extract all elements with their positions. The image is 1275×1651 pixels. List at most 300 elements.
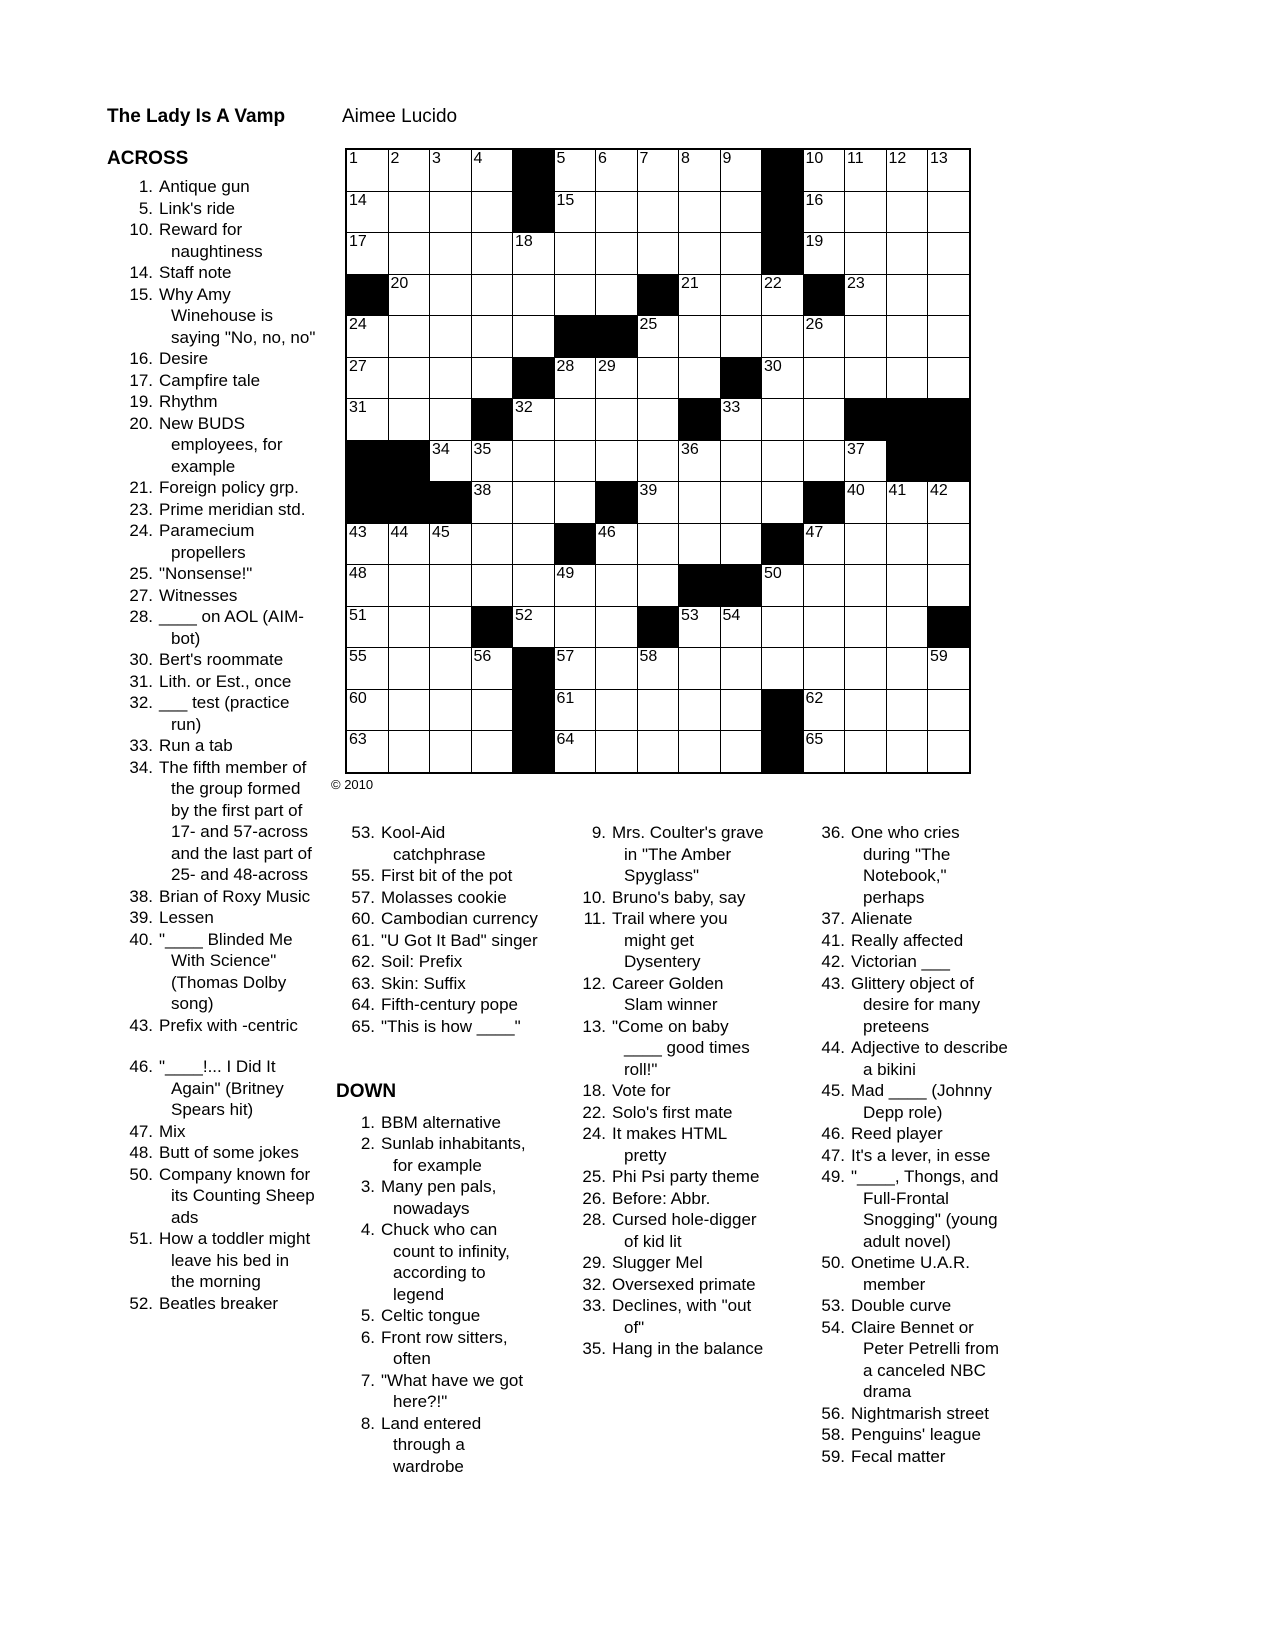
grid-cell[interactable]: [347, 565, 388, 606]
grid-cell[interactable]: [472, 690, 513, 731]
clue-number: 38.: [129, 886, 153, 906]
grid-cell[interactable]: [555, 607, 596, 648]
copyright: © 2010: [331, 777, 374, 792]
grid-cell[interactable]: [638, 648, 679, 689]
clue-down-13: [571, 1016, 766, 1081]
clue-down-58: [810, 1424, 1010, 1446]
grid-cell[interactable]: [596, 690, 637, 731]
clue-number: 52.: [129, 1293, 153, 1313]
grid-cell[interactable]: [638, 565, 679, 606]
grid-cell[interactable]: [845, 565, 886, 606]
grid-cell[interactable]: [430, 399, 471, 440]
clue-number: 60.: [351, 909, 375, 928]
clue-text: Claire Bennet or Peter Petrelli from a canceled NBC drama: [851, 1317, 1000, 1401]
grid-cell[interactable]: [347, 192, 388, 233]
grid-cell[interactable]: [762, 482, 803, 523]
grid-cell[interactable]: [638, 399, 679, 440]
grid-cell[interactable]: [472, 441, 513, 482]
grid-cell[interactable]: [596, 275, 637, 316]
grid-cell[interactable]: [347, 358, 388, 399]
grid-cell[interactable]: [721, 524, 762, 565]
grid-cell[interactable]: [679, 607, 720, 648]
grid-cell-number: 44: [390, 523, 409, 541]
grid-cell[interactable]: [845, 275, 886, 316]
grid-cell[interactable]: [638, 690, 679, 731]
grid-cell[interactable]: [596, 607, 637, 648]
grid-cell-black: [762, 731, 803, 772]
grid-cell[interactable]: [347, 690, 388, 731]
grid-cell-number: 45: [432, 523, 450, 541]
grid-cell-number: 37: [847, 440, 865, 458]
clue-text: BBM alternative: [381, 1112, 501, 1132]
grid-cell[interactable]: [430, 316, 471, 357]
grid-cell-number: 64: [556, 731, 575, 748]
grid-cell[interactable]: [596, 731, 637, 772]
grid-cell-black: [513, 648, 554, 689]
clue-text: Fifth-century pope: [381, 995, 519, 1014]
grid-cell[interactable]: [555, 192, 596, 233]
grid-cell-number: 29: [598, 357, 616, 375]
grid-cell[interactable]: [928, 358, 969, 399]
clue-across-30: [107, 649, 317, 671]
clue-number: 2.: [360, 1134, 375, 1153]
grid-cell[interactable]: [679, 233, 720, 274]
grid-cell-black: [430, 482, 471, 523]
grid-cell[interactable]: [555, 482, 596, 523]
clue-across-55: [340, 865, 540, 887]
grid-cell[interactable]: [762, 275, 803, 316]
grid-cell[interactable]: [762, 607, 803, 648]
grid-cell[interactable]: [679, 316, 720, 357]
grid-cell[interactable]: [887, 150, 928, 191]
grid-cell[interactable]: [430, 690, 471, 731]
grid-cell[interactable]: [804, 524, 845, 565]
clue-number: 54.: [821, 1317, 845, 1337]
grid-cell[interactable]: [638, 358, 679, 399]
clue-down-24: [571, 1123, 766, 1166]
clue-down-9: [571, 822, 766, 887]
clue-text: Trail where you might get Dysentery: [612, 909, 728, 971]
grid-cell-black: [721, 358, 762, 399]
grid-cell[interactable]: [679, 648, 720, 689]
grid-cell[interactable]: [472, 275, 513, 316]
grid-cell-number: 4: [473, 150, 483, 167]
clue-number: 28.: [582, 1210, 606, 1229]
grid-cell[interactable]: [513, 275, 554, 316]
clue-number: 47.: [821, 1145, 845, 1165]
grid-cell[interactable]: [928, 524, 969, 565]
grid-cell[interactable]: [389, 275, 430, 316]
clue-down-41: [810, 930, 1010, 952]
clue-text: Prefix with -centric: [159, 1015, 298, 1035]
grid-cell[interactable]: [596, 150, 637, 191]
clue-down-56: [810, 1403, 1010, 1425]
clue-number: 4.: [360, 1220, 375, 1239]
grid-cell[interactable]: [762, 441, 803, 482]
grid-cell[interactable]: [721, 275, 762, 316]
grid-cell[interactable]: [804, 648, 845, 689]
grid-cell[interactable]: [845, 233, 886, 274]
grid-cell[interactable]: [887, 690, 928, 731]
grid-cell[interactable]: [513, 524, 554, 565]
grid-cell[interactable]: [887, 192, 928, 233]
clue-text: Why Amy Winehouse is saying "No, no, no": [159, 284, 316, 347]
clue-number: 47.: [129, 1121, 153, 1141]
grid-cell[interactable]: [638, 233, 679, 274]
grid-cell[interactable]: [472, 482, 513, 523]
grid-cell[interactable]: [472, 524, 513, 565]
grid-cell[interactable]: [804, 607, 845, 648]
grid-cell-number: 60: [349, 689, 367, 707]
grid-cell[interactable]: [389, 399, 430, 440]
grid-cell[interactable]: [555, 275, 596, 316]
grid-cell-number: 65: [805, 731, 824, 748]
grid-cell[interactable]: [638, 524, 679, 565]
clue-number: 62.: [351, 952, 375, 971]
grid-cell[interactable]: [389, 731, 430, 772]
grid-cell[interactable]: [389, 524, 430, 565]
clue-number: 13.: [582, 1016, 606, 1036]
grid-cell[interactable]: [679, 441, 720, 482]
grid-cell[interactable]: [555, 233, 596, 274]
grid-cell[interactable]: [638, 192, 679, 233]
grid-cell[interactable]: [389, 150, 430, 191]
clue-number: 8.: [360, 1413, 375, 1433]
grid-cell[interactable]: [845, 607, 886, 648]
grid-cell[interactable]: [472, 648, 513, 689]
clue-number: 1.: [138, 177, 153, 196]
clue-across-65: [340, 1016, 540, 1038]
grid-cell[interactable]: [596, 192, 637, 233]
grid-cell[interactable]: [721, 316, 762, 357]
grid-cell[interactable]: [845, 731, 886, 772]
grid-cell[interactable]: [555, 399, 596, 440]
grid-cell[interactable]: [389, 233, 430, 274]
puzzle-title: The Lady Is A Vamp: [107, 106, 286, 127]
grid-cell[interactable]: [845, 648, 886, 689]
clue-text: "This is how ____": [381, 1016, 521, 1036]
clue-across-32: [107, 692, 317, 735]
grid-cell[interactable]: [887, 648, 928, 689]
grid-cell[interactable]: [555, 441, 596, 482]
grid-cell[interactable]: [804, 150, 845, 191]
grid-cell[interactable]: [555, 731, 596, 772]
grid-cell[interactable]: [472, 150, 513, 191]
grid-cell[interactable]: [804, 358, 845, 399]
clue-number: 55.: [351, 866, 375, 885]
grid-cell-black: [389, 441, 430, 482]
clue-text: "U Got It Bad" singer: [381, 930, 538, 950]
grid-cell[interactable]: [555, 150, 596, 191]
grid-cell[interactable]: [513, 482, 554, 523]
grid-cell-black: [762, 192, 803, 233]
grid-cell[interactable]: [472, 358, 513, 399]
grid-cell[interactable]: [804, 731, 845, 772]
grid-cell-number: 24: [349, 316, 367, 333]
grid-cell[interactable]: [928, 731, 969, 772]
grid-cell[interactable]: [389, 648, 430, 689]
grid-cell[interactable]: [762, 358, 803, 399]
grid-cell-black: [347, 275, 388, 316]
grid-cell-number: 32: [515, 399, 533, 416]
grid-cell[interactable]: [347, 731, 388, 772]
grid-cell-black: [389, 482, 430, 523]
clue-text: Really affected: [851, 930, 964, 950]
grid-cell[interactable]: [347, 399, 388, 440]
grid-cell[interactable]: [347, 316, 388, 357]
grid-cell[interactable]: [845, 441, 886, 482]
grid-cell[interactable]: [430, 607, 471, 648]
grid-cell[interactable]: [430, 192, 471, 233]
grid-cell[interactable]: [347, 524, 388, 565]
clue-number: 49.: [821, 1167, 845, 1186]
grid-cell-number: 31: [349, 399, 367, 416]
grid-cell[interactable]: [555, 648, 596, 689]
clue-across-63: [340, 973, 540, 995]
grid-cell[interactable]: [472, 565, 513, 606]
clue-number: 61.: [351, 930, 375, 950]
grid-cell[interactable]: [638, 316, 679, 357]
grid-cell[interactable]: [472, 731, 513, 772]
grid-cell[interactable]: [804, 441, 845, 482]
grid-cell[interactable]: [928, 690, 969, 731]
grid-cell[interactable]: [638, 731, 679, 772]
grid-cell[interactable]: [430, 524, 471, 565]
grid-cell[interactable]: [887, 482, 928, 523]
grid-cell[interactable]: [430, 358, 471, 399]
grid-cell-number: 9: [722, 150, 732, 167]
clue-text: It's a lever, in esse: [851, 1145, 991, 1165]
grid-cell-black: [513, 731, 554, 772]
grid-cell[interactable]: [513, 441, 554, 482]
clue-text: Campfire tale: [159, 370, 261, 390]
grid-cell[interactable]: [347, 233, 388, 274]
grid-cell[interactable]: [596, 565, 637, 606]
grid-cell[interactable]: [845, 316, 886, 357]
clue-text: Adjective to describe a bikini: [851, 1038, 1008, 1079]
clue-number: 39.: [129, 908, 153, 927]
clue-across-46: [107, 1056, 317, 1121]
clue-number: 18.: [582, 1081, 606, 1100]
grid-cell[interactable]: [638, 482, 679, 523]
clue-text: Victorian ___: [851, 952, 950, 971]
grid-cell[interactable]: [430, 441, 471, 482]
grid-cell[interactable]: [596, 441, 637, 482]
grid-cell[interactable]: [887, 731, 928, 772]
clue-down-4: [340, 1219, 540, 1305]
grid-cell[interactable]: [804, 233, 845, 274]
grid-cell[interactable]: [513, 565, 554, 606]
grid-cell-number: 58: [639, 648, 658, 665]
clue-down-28: [571, 1209, 766, 1252]
grid-cell[interactable]: [430, 233, 471, 274]
grid-cell[interactable]: [721, 192, 762, 233]
grid-cell[interactable]: [762, 399, 803, 440]
grid-cell[interactable]: [887, 358, 928, 399]
grid-cell[interactable]: [928, 233, 969, 274]
clue-number: 21.: [129, 478, 153, 497]
grid-cell[interactable]: [721, 648, 762, 689]
grid-cell[interactable]: [596, 358, 637, 399]
grid-cell[interactable]: [928, 150, 969, 191]
grid-cell[interactable]: [679, 524, 720, 565]
grid-cell-number: 33: [722, 399, 741, 416]
clue-number: 5.: [360, 1306, 375, 1325]
clue-across-14: [107, 262, 317, 284]
clue-text: Antique gun: [159, 177, 250, 196]
grid-cell[interactable]: [430, 731, 471, 772]
grid-cell[interactable]: [845, 482, 886, 523]
grid-cell[interactable]: [762, 316, 803, 357]
grid-cell[interactable]: [887, 275, 928, 316]
grid-cell[interactable]: [928, 648, 969, 689]
grid-cell[interactable]: [472, 233, 513, 274]
grid-cell[interactable]: [928, 275, 969, 316]
grid-cell-number: 2: [390, 150, 400, 167]
grid-cell[interactable]: [347, 607, 388, 648]
clue-number: 63.: [351, 973, 375, 993]
grid-cell[interactable]: [845, 192, 886, 233]
grid-cell[interactable]: [721, 607, 762, 648]
grid-cell[interactable]: [596, 524, 637, 565]
grid-cell-number: 49: [556, 565, 575, 582]
grid-cell[interactable]: [638, 441, 679, 482]
grid-cell[interactable]: [513, 316, 554, 357]
clue-text: ____ on AOL (AIM-bot): [159, 607, 304, 648]
grid-cell[interactable]: [804, 399, 845, 440]
grid-cell[interactable]: [679, 192, 720, 233]
clue-across-62: [340, 951, 540, 973]
grid-cell[interactable]: [389, 690, 430, 731]
grid-cell[interactable]: [762, 565, 803, 606]
grid-cell[interactable]: [887, 607, 928, 648]
grid-cell[interactable]: [347, 150, 388, 191]
clue-text: "____ Blinded Me With Science" (Thomas Dolby song): [159, 929, 293, 1013]
grid-cell[interactable]: [389, 316, 430, 357]
clue-down-11: [571, 908, 766, 973]
grid-cell[interactable]: [845, 358, 886, 399]
clue-across-24: [107, 520, 317, 563]
grid-cell[interactable]: [721, 150, 762, 191]
grid-cell[interactable]: [596, 648, 637, 689]
grid-cell[interactable]: [762, 648, 803, 689]
clue-text: Soil: Prefix: [381, 952, 463, 971]
clue-text: The fifth member of the group formed by the first part of 17- and 57-across and the last part of 25- and 48-across: [159, 757, 312, 884]
clue-text: Molasses cookie: [381, 887, 507, 907]
grid-cell-number: 14: [349, 191, 367, 209]
grid-cell[interactable]: [513, 399, 554, 440]
grid-cell[interactable]: [430, 275, 471, 316]
clue-down-1: [340, 1112, 540, 1134]
grid-cell[interactable]: [804, 316, 845, 357]
clue-number: 50.: [129, 1164, 153, 1184]
clue-text: Sunlab inhabitants, for example: [381, 1134, 526, 1175]
grid-cell[interactable]: [389, 565, 430, 606]
grid-cell[interactable]: [804, 192, 845, 233]
clue-text: Many pen pals, nowadays: [381, 1177, 497, 1218]
grid-cell[interactable]: [430, 648, 471, 689]
clue-across-38: [107, 886, 317, 908]
grid-cell[interactable]: [845, 150, 886, 191]
grid-cell[interactable]: [513, 233, 554, 274]
clue-text: Fecal matter: [851, 1446, 946, 1466]
grid-cell[interactable]: [845, 524, 886, 565]
clue-number: 43.: [129, 1015, 153, 1035]
grid-cell[interactable]: [887, 524, 928, 565]
grid-cell[interactable]: [928, 192, 969, 233]
grid-cell[interactable]: [928, 482, 969, 523]
grid-cell[interactable]: [389, 358, 430, 399]
clue-number: 23.: [129, 499, 153, 519]
grid-cell[interactable]: [596, 399, 637, 440]
grid-cell[interactable]: [721, 233, 762, 274]
clue-down-10: [571, 887, 766, 909]
down-clue-column-4: [810, 822, 1010, 1467]
clue-text: "____, Thongs, and Full-Frontal Snogging" (young adult novel): [851, 1167, 999, 1251]
grid-cell[interactable]: [679, 731, 720, 772]
grid-cell[interactable]: [804, 565, 845, 606]
grid-cell[interactable]: [804, 690, 845, 731]
grid-cell[interactable]: [430, 150, 471, 191]
grid-cell[interactable]: [679, 482, 720, 523]
across-clue-column-1: [107, 176, 317, 1314]
grid-cell-black: [555, 524, 596, 565]
grid-cell[interactable]: [555, 358, 596, 399]
grid-cell[interactable]: [721, 441, 762, 482]
grid-cell[interactable]: [721, 399, 762, 440]
grid-cell[interactable]: [347, 648, 388, 689]
grid-cell[interactable]: [679, 690, 720, 731]
grid-cell[interactable]: [513, 607, 554, 648]
grid-cell[interactable]: [887, 565, 928, 606]
clue-number: 16.: [129, 349, 153, 368]
grid-cell[interactable]: [389, 192, 430, 233]
grid-cell[interactable]: [430, 565, 471, 606]
grid-cell[interactable]: [679, 275, 720, 316]
grid-cell[interactable]: [721, 731, 762, 772]
grid-cell-black: [762, 233, 803, 274]
grid-cell[interactable]: [887, 233, 928, 274]
clue-across-28: [107, 606, 317, 649]
grid-cell[interactable]: [389, 607, 430, 648]
grid-cell[interactable]: [638, 150, 679, 191]
grid-cell[interactable]: [596, 233, 637, 274]
grid-cell[interactable]: [555, 690, 596, 731]
grid-cell[interactable]: [679, 358, 720, 399]
clue-number: 7.: [360, 1370, 375, 1390]
down-header: DOWN: [336, 1081, 397, 1102]
grid-cell-number: 30: [764, 357, 782, 375]
grid-cell[interactable]: [721, 482, 762, 523]
clue-down-50: [810, 1252, 1010, 1295]
clue-down-47: [810, 1145, 1010, 1167]
grid-cell[interactable]: [679, 150, 720, 191]
grid-cell[interactable]: [472, 192, 513, 233]
grid-cell[interactable]: [721, 690, 762, 731]
clue-number: 50.: [821, 1253, 845, 1272]
grid-cell[interactable]: [845, 690, 886, 731]
clue-text: Front row sitters, often: [381, 1327, 508, 1368]
clue-number: 31.: [129, 671, 153, 691]
grid-cell[interactable]: [555, 565, 596, 606]
clue-across-48: [107, 1142, 317, 1164]
grid-cell[interactable]: [928, 565, 969, 606]
grid-cell[interactable]: [887, 316, 928, 357]
clue-text: Run a tab: [159, 736, 233, 755]
grid-cell[interactable]: [472, 316, 513, 357]
grid-cell[interactable]: [928, 316, 969, 357]
grid-cell-black: [928, 607, 969, 648]
